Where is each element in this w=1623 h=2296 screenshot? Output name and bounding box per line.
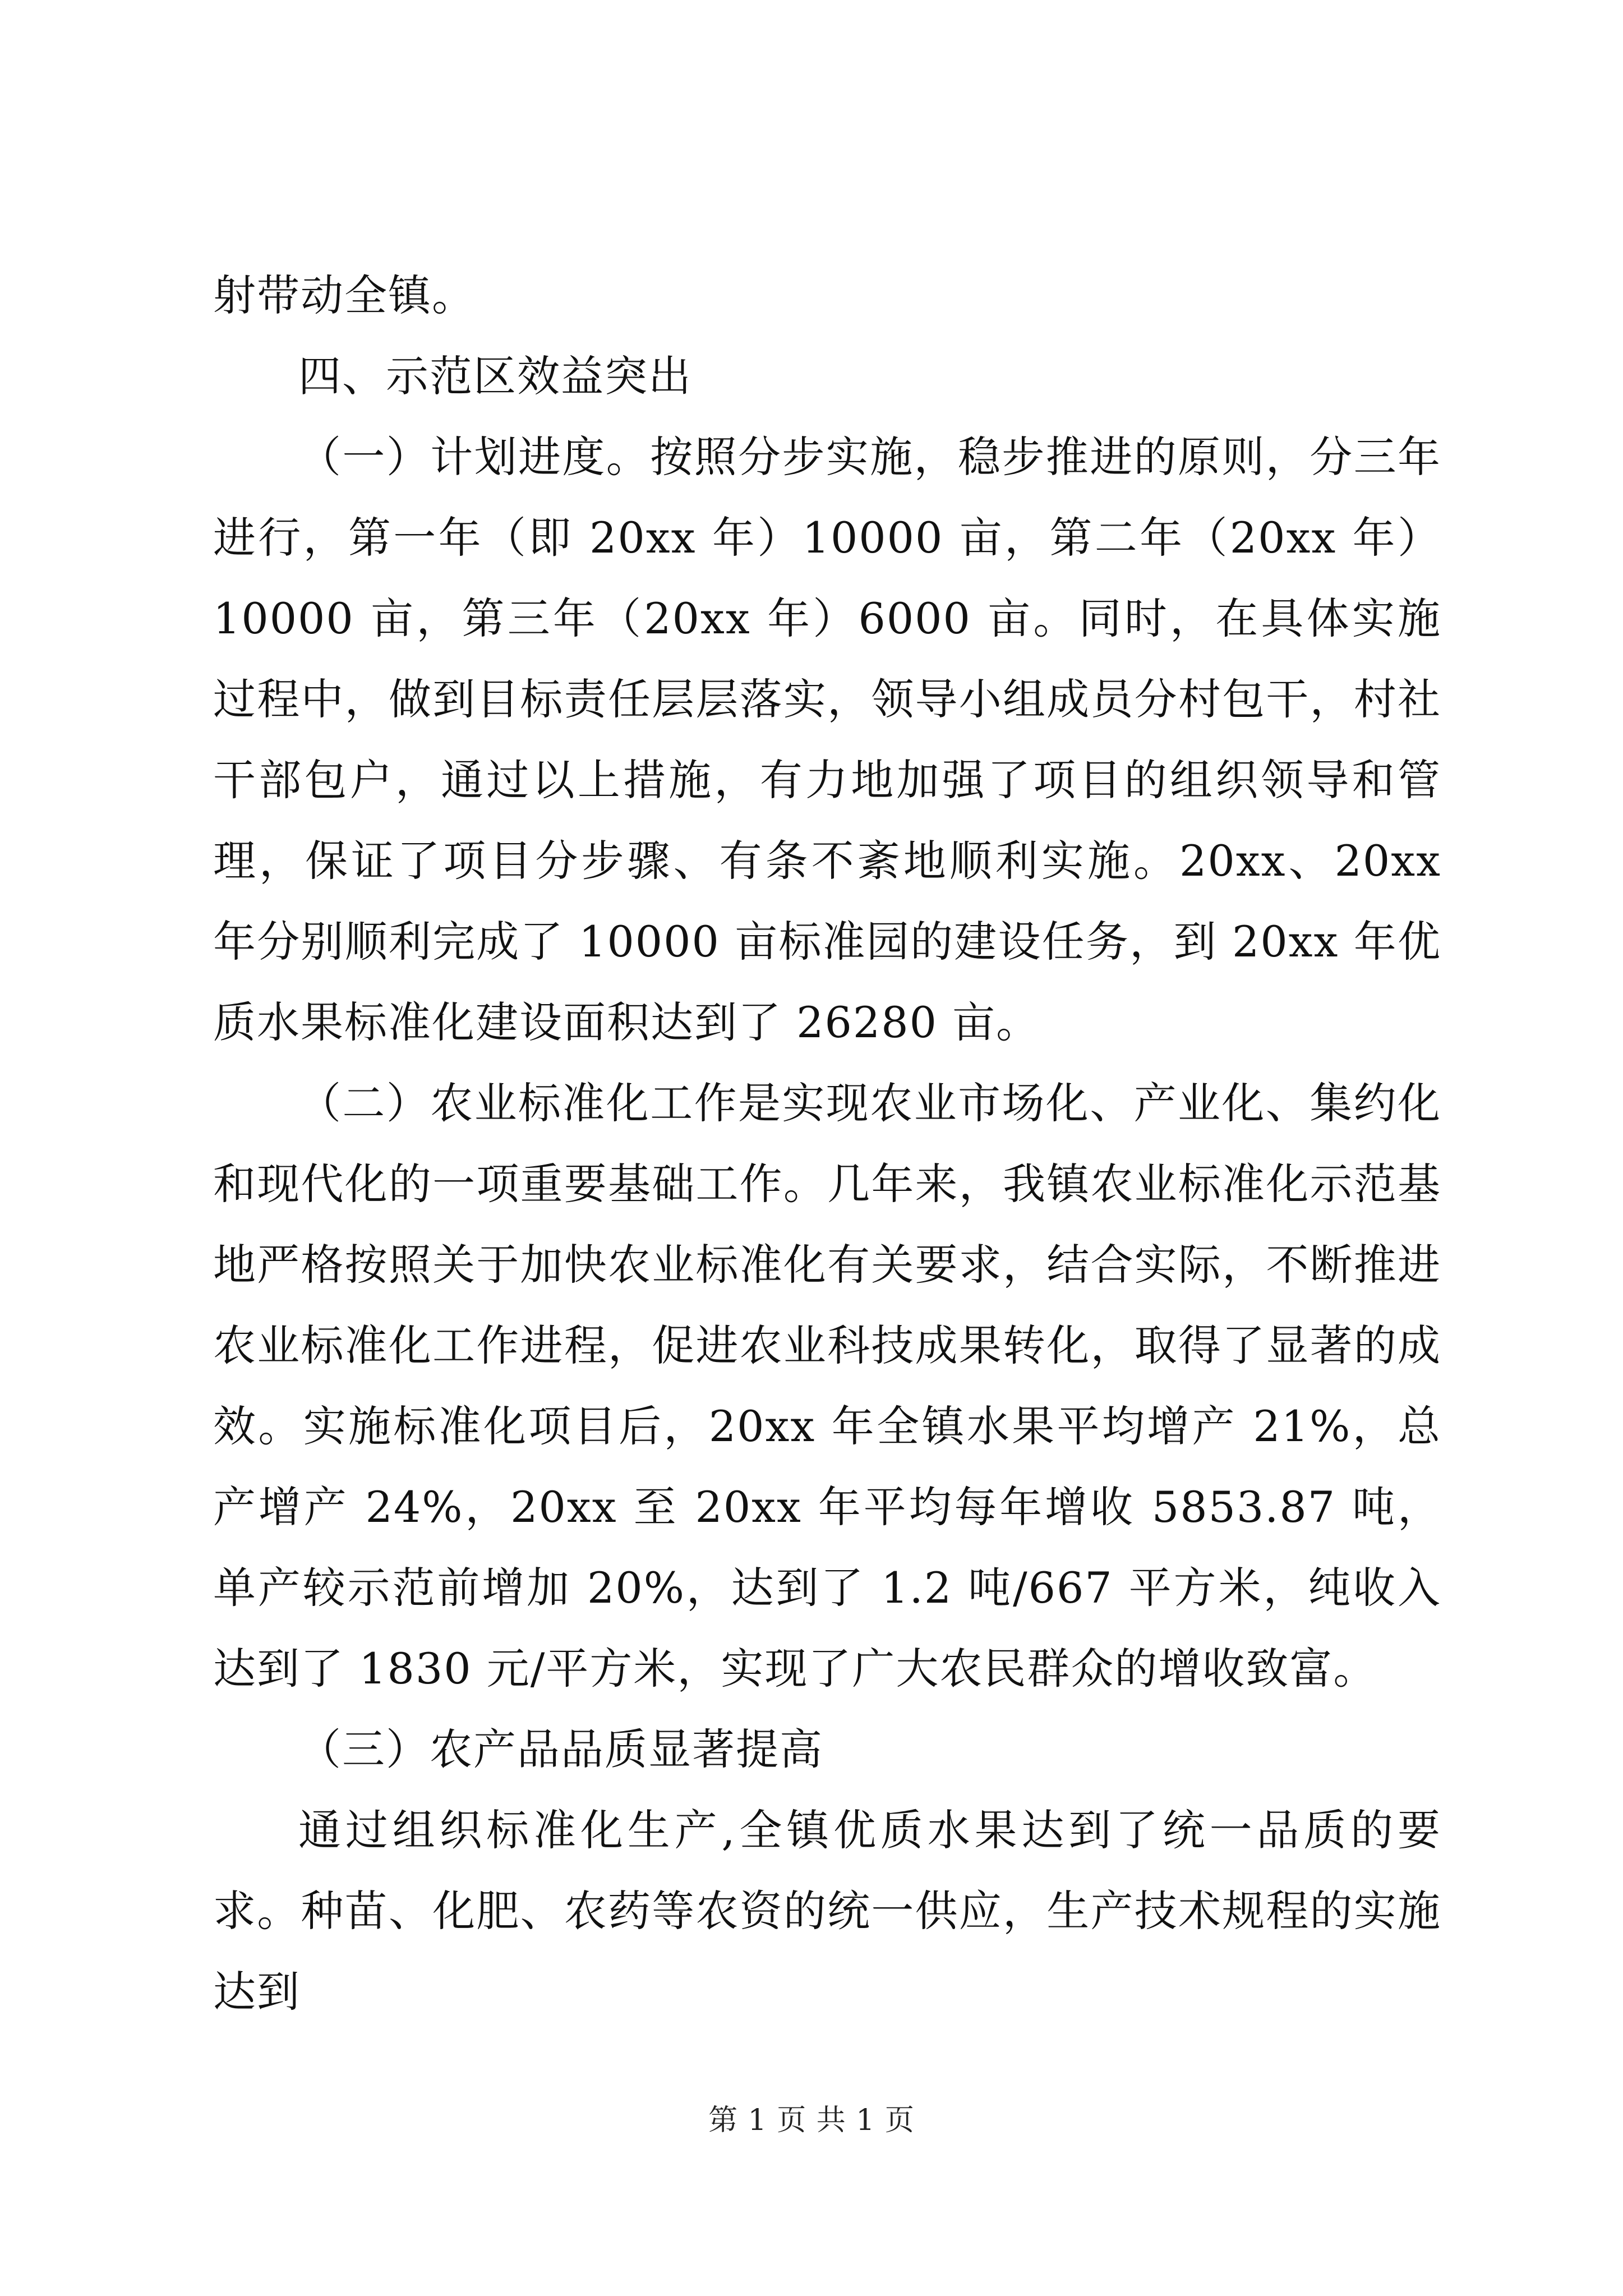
page-footer: 第 1 页 共 1 页 bbox=[708, 2104, 915, 2137]
paragraph-plan-progress: （一）计划进度。按照分步实施，稳步推进的原则，分三年进行，第一年（即 20xx 年）10000 亩，第二年（20xx 年）10000 亩，第三年（20xx 年）6000 亩。同时，在具体实施过程中，做到目标责任层层落实，领导小组成员分村包干，村社干部包户，通过以上措施，有力地加强了项目的组织领导和管理，保证了项目分步骤、有条不紊地顺利实施。20xx、20xx 年分别顺利完成了 10000 亩标准园的建设任务，到 20xx 年优质水果标准化建设面积达到了 26280 亩。 bbox=[213, 432, 1441, 1047]
paragraph-quality: 通过组织标准化生产,全镇优质水果达到了统一品质的要求。种苗、化肥、农药等农资的统一供应，生产技术规程的实施达到 bbox=[213, 1805, 1441, 2017]
document-body bbox=[213, 255, 1441, 2032]
section-heading: 四、示范区效益突出 bbox=[298, 351, 692, 401]
paragraph-standardization: （二）农业标准化工作是实现农业市场化、产业化、集约化和现代化的一项重要基础工作。几年来，我镇农业标准化示范基地严格按照关于加快农业标准化有关要求，结合实际，不断推进农业标准化工作进程，促进农业科技成果转化，取得了显著的成效。实施标准化项目后，20xx 年全镇水果平均增产 21%，总产增产 24%，20xx 至 20xx 年平均每年增收 5853.87 吨，单产较示范前增加 20%，达到了 1.2 吨/667 平方米，纯收入达到了 1830 元/平方米，实现了广大农民群众的增收致富。 bbox=[213, 1078, 1441, 1694]
paragraph-continuation: 射带动全镇。 bbox=[213, 270, 476, 320]
subsection-heading-quality: （三）农产品品质显著提高 bbox=[298, 1724, 823, 1774]
